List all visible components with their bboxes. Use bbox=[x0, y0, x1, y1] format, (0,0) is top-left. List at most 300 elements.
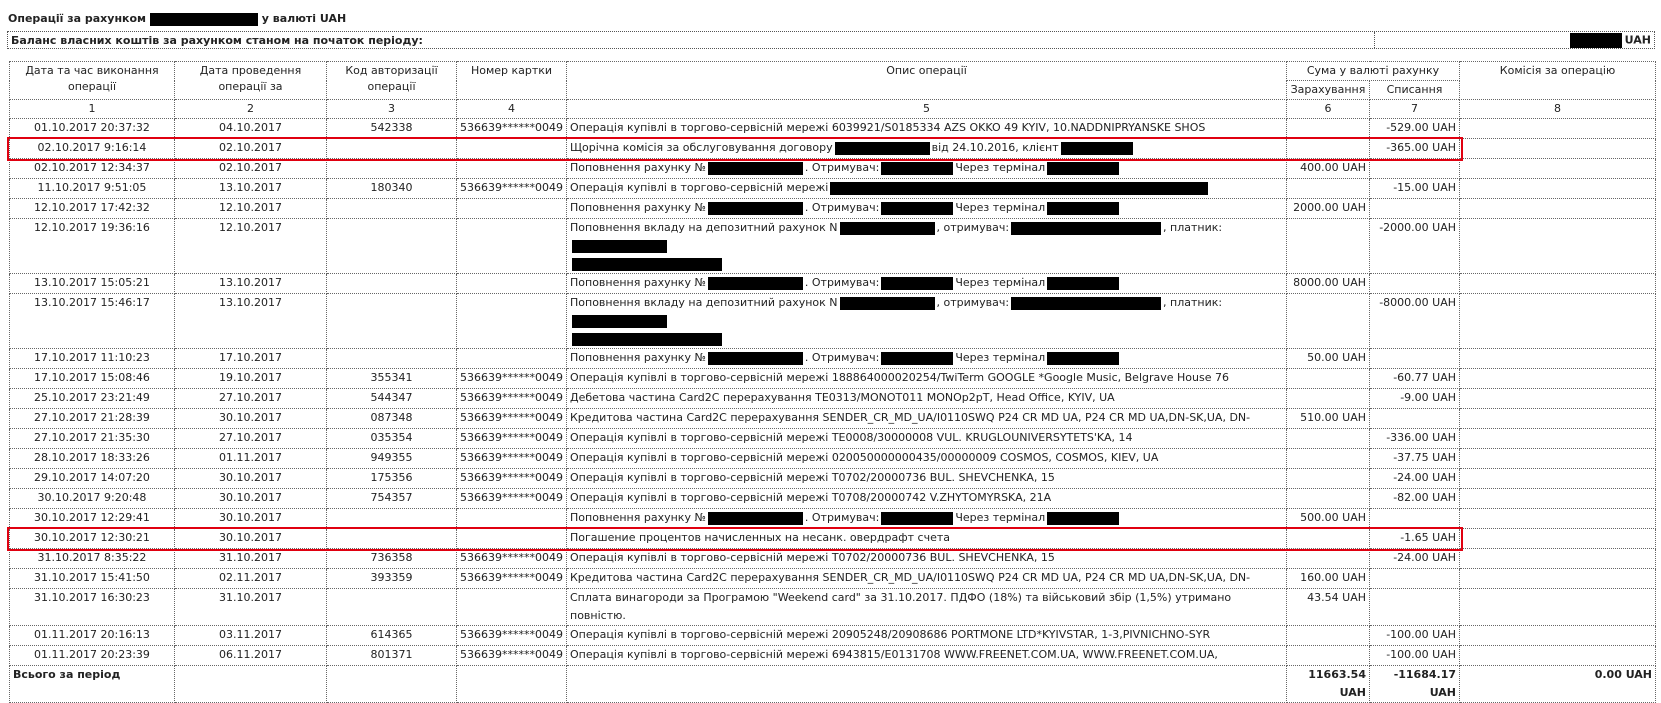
col-header-datetime: Дата та час виконання операції bbox=[10, 62, 175, 100]
cell-posting-date: 30.10.2017 bbox=[175, 489, 327, 509]
cell-credit: 50.00 UAH bbox=[1287, 349, 1370, 369]
balance-separator bbox=[1374, 32, 1375, 48]
cell-debit: -9.00 UAH bbox=[1370, 389, 1460, 409]
description-text: Операція купівлі в торгово-сервісній мережі 188864000020254/TwiTerm GOOGLE *Google Music, Belgrave House 76 bbox=[570, 371, 1229, 384]
table-row bbox=[10, 294, 1656, 349]
description-text: . Отримувач: bbox=[804, 161, 880, 174]
cell-datetime: 29.10.2017 14:07:20 bbox=[10, 469, 175, 489]
table-row bbox=[10, 119, 1656, 139]
cell-debit: -1.65 UAH bbox=[1370, 529, 1460, 549]
cell-fee bbox=[1460, 449, 1656, 469]
transactions-table bbox=[9, 61, 1656, 703]
table-row bbox=[10, 469, 1656, 489]
cell-posting-date: 02.10.2017 bbox=[175, 159, 327, 179]
cell-description bbox=[567, 429, 1287, 449]
description-text: . Отримувач: bbox=[804, 276, 880, 289]
cell-description bbox=[567, 626, 1287, 646]
cell-card-number bbox=[457, 294, 567, 349]
cell-debit: -37.75 UAH bbox=[1370, 449, 1460, 469]
cell-card-number bbox=[457, 274, 567, 294]
description-text: Кредитова частина Card2C перерахування SENDER_CR_MD_UA/I0110SWQ P24 CR MD UA, P24 CR MD UA,DN-SK,UA, DN- bbox=[570, 571, 1251, 584]
table-row bbox=[10, 179, 1656, 199]
cell-posting-date: 01.11.2017 bbox=[175, 449, 327, 469]
redacted-block bbox=[1047, 352, 1119, 365]
redacted-block bbox=[572, 333, 722, 346]
cell-auth-code bbox=[327, 274, 457, 294]
table-row bbox=[10, 509, 1656, 529]
cell-datetime: 27.10.2017 21:35:30 bbox=[10, 429, 175, 449]
cell-description bbox=[567, 529, 1287, 549]
cell-credit: 2000.00 UAH bbox=[1287, 199, 1370, 219]
cell-datetime: 30.10.2017 12:29:41 bbox=[10, 509, 175, 529]
total-row bbox=[10, 666, 1656, 703]
cell-description bbox=[567, 294, 1287, 349]
cell-fee bbox=[1460, 489, 1656, 509]
cell-auth-code bbox=[327, 159, 457, 179]
cell-posting-date: 30.10.2017 bbox=[175, 529, 327, 549]
redacted-block bbox=[1047, 162, 1119, 175]
cell-description bbox=[567, 549, 1287, 569]
cell-card-number: 536639******0049 bbox=[457, 119, 567, 139]
cell-debit bbox=[1370, 349, 1460, 369]
cell-card-number bbox=[457, 159, 567, 179]
total-credit: 11663.54 UAH bbox=[1287, 666, 1370, 703]
description-text: Через термінал bbox=[955, 511, 1046, 524]
cell-debit bbox=[1370, 274, 1460, 294]
cell-credit bbox=[1287, 139, 1370, 159]
cell-description bbox=[567, 219, 1287, 274]
cell-description bbox=[567, 646, 1287, 666]
cell-auth-code: 393359 bbox=[327, 569, 457, 589]
description-text: Поповнення вкладу на депозитний рахунок N bbox=[570, 221, 838, 234]
cell-credit: 400.00 UAH bbox=[1287, 159, 1370, 179]
column-number: 5 bbox=[567, 100, 1287, 119]
table-row bbox=[10, 139, 1656, 159]
cell-fee bbox=[1460, 219, 1656, 274]
cell-credit: 43.54 UAH bbox=[1287, 589, 1370, 626]
cell-credit bbox=[1287, 219, 1370, 274]
cell-datetime: 02.10.2017 9:16:14 bbox=[10, 139, 175, 159]
cell-auth-code bbox=[327, 139, 457, 159]
cell-posting-date: 27.10.2017 bbox=[175, 429, 327, 449]
cell-debit bbox=[1370, 409, 1460, 429]
cell-posting-date: 12.10.2017 bbox=[175, 219, 327, 274]
cell-datetime: 02.10.2017 12:34:37 bbox=[10, 159, 175, 179]
cell-posting-date: 31.10.2017 bbox=[175, 549, 327, 569]
description-text: Поповнення рахунку № bbox=[570, 276, 706, 289]
table-row bbox=[10, 429, 1656, 449]
cell-credit bbox=[1287, 549, 1370, 569]
table-row bbox=[10, 589, 1656, 626]
cell-card-number bbox=[457, 529, 567, 549]
cell-auth-code: 355341 bbox=[327, 369, 457, 389]
table-row bbox=[10, 449, 1656, 469]
cell-card-number: 536639******0049 bbox=[457, 489, 567, 509]
cell-fee bbox=[1460, 119, 1656, 139]
column-number-row bbox=[10, 100, 1656, 119]
redacted-block bbox=[881, 512, 953, 525]
cell-debit: -336.00 UAH bbox=[1370, 429, 1460, 449]
cell-card-number: 536639******0049 bbox=[457, 569, 567, 589]
cell-description bbox=[567, 159, 1287, 179]
header-row bbox=[10, 62, 1656, 81]
cell-card-number bbox=[457, 349, 567, 369]
redacted-block bbox=[1047, 202, 1119, 215]
table-row bbox=[10, 219, 1656, 274]
opening-balance-label: Баланс власних коштів за рахунком станом на початок періоду: bbox=[11, 34, 423, 47]
col-header-card-number: Номер картки bbox=[457, 62, 567, 100]
redacted-block bbox=[881, 162, 953, 175]
cell-fee bbox=[1460, 199, 1656, 219]
cell-datetime: 31.10.2017 16:30:23 bbox=[10, 589, 175, 626]
cell-datetime: 17.10.2017 11:10:23 bbox=[10, 349, 175, 369]
cell-auth-code: 614365 bbox=[327, 626, 457, 646]
cell-card-number bbox=[457, 589, 567, 626]
cell-card-number: 536639******0049 bbox=[457, 626, 567, 646]
cell-auth-code bbox=[327, 509, 457, 529]
cell-fee bbox=[1460, 646, 1656, 666]
cell-debit: -24.00 UAH bbox=[1370, 469, 1460, 489]
cell-auth-code: 087348 bbox=[327, 409, 457, 429]
redacted-account bbox=[150, 13, 258, 26]
cell-credit bbox=[1287, 429, 1370, 449]
cell-description bbox=[567, 349, 1287, 369]
cell-datetime: 28.10.2017 18:33:26 bbox=[10, 449, 175, 469]
cell-posting-date: 04.10.2017 bbox=[175, 119, 327, 139]
cell-fee bbox=[1460, 626, 1656, 646]
redacted-block bbox=[1047, 512, 1119, 525]
cell-posting-date: 02.11.2017 bbox=[175, 569, 327, 589]
total-empty bbox=[327, 666, 457, 703]
cell-fee bbox=[1460, 274, 1656, 294]
cell-posting-date: 03.11.2017 bbox=[175, 626, 327, 646]
cell-auth-code bbox=[327, 589, 457, 626]
cell-card-number: 536639******0049 bbox=[457, 369, 567, 389]
cell-credit: 500.00 UAH bbox=[1287, 509, 1370, 529]
cell-credit bbox=[1287, 449, 1370, 469]
cell-description bbox=[567, 139, 1287, 159]
cell-credit bbox=[1287, 179, 1370, 199]
cell-credit bbox=[1287, 489, 1370, 509]
description-text: Поповнення рахунку № bbox=[570, 511, 706, 524]
cell-debit: -60.77 UAH bbox=[1370, 369, 1460, 389]
cell-fee bbox=[1460, 469, 1656, 489]
col-header-fee: Комісія за операцію bbox=[1460, 62, 1656, 100]
cell-auth-code: 754357 bbox=[327, 489, 457, 509]
description-text: Операція купівлі в торгово-сервісній мережі T0708/20000742 V.ZHYTOMYRSKA, 21A bbox=[570, 491, 1052, 504]
description-text: Поповнення вкладу на депозитний рахунок N bbox=[570, 296, 838, 309]
cell-datetime: 12.10.2017 19:36:16 bbox=[10, 219, 175, 274]
table-row bbox=[10, 549, 1656, 569]
cell-posting-date: 27.10.2017 bbox=[175, 389, 327, 409]
cell-posting-date: 13.10.2017 bbox=[175, 294, 327, 349]
cell-auth-code bbox=[327, 219, 457, 274]
table-row bbox=[10, 349, 1656, 369]
col-header-auth-code: Код авторизації операції bbox=[327, 62, 457, 100]
redacted-block bbox=[572, 240, 667, 253]
cell-card-number: 536639******0049 bbox=[457, 389, 567, 409]
cell-datetime: 13.10.2017 15:46:17 bbox=[10, 294, 175, 349]
column-number: 8 bbox=[1460, 100, 1656, 119]
cell-datetime: 30.10.2017 9:20:48 bbox=[10, 489, 175, 509]
description-text: , отримувач: bbox=[936, 221, 1010, 234]
cell-auth-code: 035354 bbox=[327, 429, 457, 449]
redacted-balance bbox=[1570, 33, 1622, 48]
cell-fee bbox=[1460, 179, 1656, 199]
cell-posting-date: 19.10.2017 bbox=[175, 369, 327, 389]
cell-datetime: 12.10.2017 17:42:32 bbox=[10, 199, 175, 219]
cell-description bbox=[567, 569, 1287, 589]
cell-card-number: 536639******0049 bbox=[457, 549, 567, 569]
description-text: Операція купівлі в торгово-сервісній мережі 6039921/S0185334 AZS OKKO 49 KYIV, 10.NADDNIPRYANSKE SHOS bbox=[570, 121, 1206, 134]
cell-posting-date: 12.10.2017 bbox=[175, 199, 327, 219]
cell-datetime: 30.10.2017 12:30:21 bbox=[10, 529, 175, 549]
cell-description bbox=[567, 409, 1287, 429]
cell-description bbox=[567, 469, 1287, 489]
description-text: , отримувач: bbox=[936, 296, 1010, 309]
cell-datetime: 27.10.2017 21:28:39 bbox=[10, 409, 175, 429]
cell-fee bbox=[1460, 294, 1656, 349]
cell-card-number bbox=[457, 219, 567, 274]
cell-posting-date: 17.10.2017 bbox=[175, 349, 327, 369]
column-number: 7 bbox=[1370, 100, 1460, 119]
cell-debit: -365.00 UAH bbox=[1370, 139, 1460, 159]
table-row bbox=[10, 159, 1656, 179]
redacted-block bbox=[881, 277, 953, 290]
cell-posting-date: 31.10.2017 bbox=[175, 589, 327, 626]
cell-debit: -2000.00 UAH bbox=[1370, 219, 1460, 274]
cell-fee bbox=[1460, 349, 1656, 369]
table-row bbox=[10, 274, 1656, 294]
cell-description bbox=[567, 589, 1287, 626]
balance-currency: UAH bbox=[1624, 33, 1651, 47]
cell-auth-code: 544347 bbox=[327, 389, 457, 409]
cell-card-number: 536639******0049 bbox=[457, 429, 567, 449]
description-text: , платник: bbox=[1163, 221, 1223, 234]
cell-fee bbox=[1460, 549, 1656, 569]
description-text: Через термінал bbox=[955, 351, 1046, 364]
col-header-posting-date: Дата проведення операції за bbox=[175, 62, 327, 100]
cell-debit: -8000.00 UAH bbox=[1370, 294, 1460, 349]
cell-auth-code bbox=[327, 529, 457, 549]
cell-auth-code: 175356 bbox=[327, 469, 457, 489]
redacted-block bbox=[572, 315, 667, 328]
redacted-block bbox=[840, 297, 935, 310]
description-text: Поповнення рахунку № bbox=[570, 161, 706, 174]
description-text: Кредитова частина Card2C перерахування SENDER_CR_MD_UA/I0110SWQ P24 CR MD UA, P24 CR MD UA,DN-SK,UA, DN- bbox=[570, 411, 1251, 424]
redacted-block bbox=[708, 512, 803, 525]
cell-auth-code: 949355 bbox=[327, 449, 457, 469]
cell-description bbox=[567, 119, 1287, 139]
statement-title bbox=[8, 12, 346, 26]
description-text: Через термінал bbox=[955, 161, 1046, 174]
column-number: 6 bbox=[1287, 100, 1370, 119]
redacted-block bbox=[840, 222, 935, 235]
cell-debit: -15.00 UAH bbox=[1370, 179, 1460, 199]
cell-auth-code bbox=[327, 199, 457, 219]
description-text: , платник: bbox=[1163, 296, 1223, 309]
cell-posting-date: 13.10.2017 bbox=[175, 179, 327, 199]
description-text: від 24.10.2016, клієнт bbox=[931, 141, 1059, 154]
cell-posting-date: 13.10.2017 bbox=[175, 274, 327, 294]
col-header-credit: Зарахування bbox=[1287, 81, 1370, 100]
total-label: Всього за період bbox=[10, 666, 175, 703]
total-empty bbox=[457, 666, 567, 703]
cell-debit bbox=[1370, 199, 1460, 219]
cell-card-number: 536639******0049 bbox=[457, 179, 567, 199]
table-row bbox=[10, 569, 1656, 589]
cell-credit: 8000.00 UAH bbox=[1287, 274, 1370, 294]
table-row bbox=[10, 626, 1656, 646]
cell-description bbox=[567, 369, 1287, 389]
cell-datetime: 01.10.2017 20:37:32 bbox=[10, 119, 175, 139]
cell-fee bbox=[1460, 589, 1656, 626]
cell-credit: 510.00 UAH bbox=[1287, 409, 1370, 429]
cell-auth-code bbox=[327, 294, 457, 349]
cell-description bbox=[567, 179, 1287, 199]
cell-datetime: 25.10.2017 23:21:49 bbox=[10, 389, 175, 409]
cell-datetime: 31.10.2017 15:41:50 bbox=[10, 569, 175, 589]
cell-description bbox=[567, 509, 1287, 529]
cell-auth-code: 542338 bbox=[327, 119, 457, 139]
table-row bbox=[10, 489, 1656, 509]
column-number: 1 bbox=[10, 100, 175, 119]
cell-debit bbox=[1370, 509, 1460, 529]
cell-debit: -100.00 UAH bbox=[1370, 626, 1460, 646]
cell-datetime: 11.10.2017 9:51:05 bbox=[10, 179, 175, 199]
total-debit: -11684.17 UAH bbox=[1370, 666, 1460, 703]
redacted-block bbox=[1047, 277, 1119, 290]
description-text: Операція купівлі в торгово-сервісній мережі 6943815/E0131708 WWW.FREENET.COM.UA, WWW.FREENET.COM.UA, bbox=[570, 648, 1218, 661]
cell-debit: -100.00 UAH bbox=[1370, 646, 1460, 666]
table-row bbox=[10, 646, 1656, 666]
cell-credit bbox=[1287, 294, 1370, 349]
cell-credit bbox=[1287, 529, 1370, 549]
title-suffix: у валюті UAH bbox=[261, 12, 347, 25]
cell-credit bbox=[1287, 119, 1370, 139]
cell-credit bbox=[1287, 469, 1370, 489]
description-text: Операція купівлі в торгово-сервісній мережі bbox=[570, 181, 829, 194]
cell-description bbox=[567, 389, 1287, 409]
description-text: Через термінал bbox=[955, 276, 1046, 289]
cell-fee bbox=[1460, 529, 1656, 549]
cell-credit bbox=[1287, 626, 1370, 646]
description-text: . Отримувач: bbox=[804, 351, 880, 364]
description-text: Операція купівлі в торгово-сервісній мережі T0702/20000736 BUL. SHEVCHENKA, 15 bbox=[570, 551, 1055, 564]
cell-posting-date: 30.10.2017 bbox=[175, 409, 327, 429]
cell-auth-code: 180340 bbox=[327, 179, 457, 199]
cell-auth-code: 736358 bbox=[327, 549, 457, 569]
opening-balance-value bbox=[1570, 33, 1651, 48]
cell-fee bbox=[1460, 159, 1656, 179]
cell-credit bbox=[1287, 646, 1370, 666]
cell-credit bbox=[1287, 369, 1370, 389]
cell-fee bbox=[1460, 569, 1656, 589]
description-text: . Отримувач: bbox=[804, 511, 880, 524]
cell-description bbox=[567, 199, 1287, 219]
cell-card-number bbox=[457, 139, 567, 159]
cell-card-number: 536639******0049 bbox=[457, 449, 567, 469]
cell-posting-date: 06.11.2017 bbox=[175, 646, 327, 666]
redacted-block bbox=[830, 182, 1208, 195]
col-header-amount-group: Сума у валюті рахунку bbox=[1287, 62, 1460, 81]
description-text: Операція купівлі в торгово-сервісній мережі 020050000000435/00000009 COSMOS, COSMOS, KIEV, UA bbox=[570, 451, 1159, 464]
description-text: Операція купівлі в торгово-сервісній мережі 20905248/20908686 PORTMONE LTD*KYIVSTAR, 1-3,PIVNICHNO-SYR bbox=[570, 628, 1211, 641]
cell-card-number bbox=[457, 509, 567, 529]
table-row bbox=[10, 529, 1656, 549]
cell-debit bbox=[1370, 589, 1460, 626]
cell-posting-date: 30.10.2017 bbox=[175, 509, 327, 529]
description-text: Сплата винагороди за Програмою "Weekend card" за 31.10.2017. ПДФО (18%) та військовий збір (1,5%) утримано повністю. bbox=[570, 591, 1232, 622]
cell-debit bbox=[1370, 159, 1460, 179]
redacted-block bbox=[881, 202, 953, 215]
table-row bbox=[10, 199, 1656, 219]
cell-description bbox=[567, 274, 1287, 294]
redacted-block bbox=[835, 142, 930, 155]
cell-datetime: 01.11.2017 20:23:39 bbox=[10, 646, 175, 666]
description-text: Щорічна комісія за обслуговування договору bbox=[570, 141, 833, 154]
cell-fee bbox=[1460, 139, 1656, 159]
description-text: Поповнення рахунку № bbox=[570, 201, 706, 214]
cell-debit: -529.00 UAH bbox=[1370, 119, 1460, 139]
cell-posting-date: 02.10.2017 bbox=[175, 139, 327, 159]
redacted-block bbox=[708, 277, 803, 290]
cell-debit bbox=[1370, 569, 1460, 589]
cell-fee bbox=[1460, 409, 1656, 429]
total-fee: 0.00 UAH bbox=[1460, 666, 1656, 703]
cell-card-number: 536639******0049 bbox=[457, 409, 567, 429]
cell-card-number bbox=[457, 199, 567, 219]
description-text: Операція купівлі в торгово-сервісній мережі TE0008/30000008 VUL. KRUGLOUNIVERSYTETS'KA, 14 bbox=[570, 431, 1133, 444]
redacted-block bbox=[572, 258, 722, 271]
table-row bbox=[10, 369, 1656, 389]
cell-datetime: 31.10.2017 8:35:22 bbox=[10, 549, 175, 569]
redacted-block bbox=[708, 352, 803, 365]
table-row bbox=[10, 389, 1656, 409]
total-empty bbox=[567, 666, 1287, 703]
cell-datetime: 01.11.2017 20:16:13 bbox=[10, 626, 175, 646]
description-text: Погашение процентов начисленных на несанк. овердрафт счета bbox=[570, 531, 950, 544]
cell-credit bbox=[1287, 389, 1370, 409]
redacted-block bbox=[708, 202, 803, 215]
cell-debit: -24.00 UAH bbox=[1370, 549, 1460, 569]
col-header-description: Опис операції bbox=[567, 62, 1287, 100]
cell-description bbox=[567, 449, 1287, 469]
cell-auth-code: 801371 bbox=[327, 646, 457, 666]
description-text: Поповнення рахунку № bbox=[570, 351, 706, 364]
cell-credit: 160.00 UAH bbox=[1287, 569, 1370, 589]
cell-description bbox=[567, 489, 1287, 509]
redacted-block bbox=[1011, 297, 1161, 310]
col-header-debit: Списання bbox=[1370, 81, 1460, 100]
cell-card-number: 536639******0049 bbox=[457, 646, 567, 666]
column-number: 4 bbox=[457, 100, 567, 119]
cell-fee bbox=[1460, 389, 1656, 409]
column-number: 2 bbox=[175, 100, 327, 119]
total-empty bbox=[175, 666, 327, 703]
description-text: Операція купівлі в торгово-сервісній мережі T0702/20000736 BUL. SHEVCHENKA, 15 bbox=[570, 471, 1055, 484]
opening-balance-row bbox=[7, 31, 1655, 49]
cell-datetime: 17.10.2017 15:08:46 bbox=[10, 369, 175, 389]
description-text: Дебетова частина Card2C перерахування TE0313/MONOT011 MONOp2pT, Head Office, KYIV, UA bbox=[570, 391, 1115, 404]
title-prefix: Операції за рахунком bbox=[8, 12, 147, 25]
description-text: Через термінал bbox=[955, 201, 1046, 214]
column-number: 3 bbox=[327, 100, 457, 119]
cell-fee bbox=[1460, 509, 1656, 529]
table-row bbox=[10, 409, 1656, 429]
redacted-block bbox=[1061, 142, 1133, 155]
cell-fee bbox=[1460, 429, 1656, 449]
